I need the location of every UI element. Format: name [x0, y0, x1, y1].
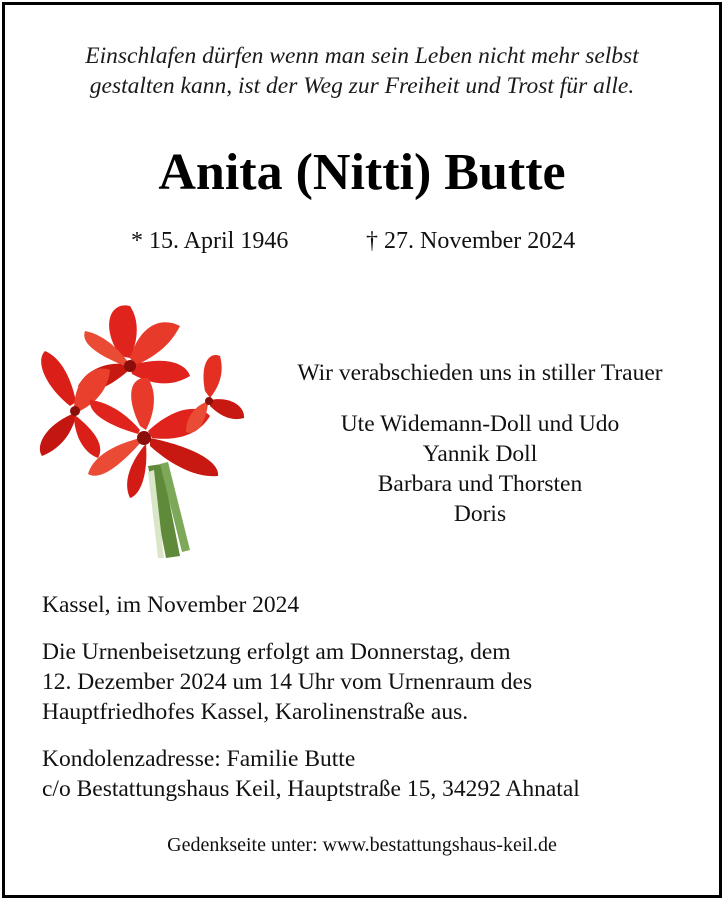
quote-line-2: gestalten kann, ist der Weg zur Freiheit und Trost für alle. [89, 73, 635, 99]
mourners-list [270, 409, 690, 529]
mourner-name: Barbara und Thorsten [377, 471, 583, 497]
burial-info [42, 637, 532, 727]
birth-date: * 15. April 1946 [131, 228, 289, 254]
death-date: † 27. November 2024 [366, 228, 576, 254]
red-amaryllis-icon [30, 296, 260, 571]
mourner-name: Yannik Doll [422, 441, 538, 467]
condolence-line: Kondolenzadresse: Familie Butte [42, 746, 356, 772]
quote-line-1: Einschlafen dürfen wenn man sein Leben nicht mehr selbst [85, 43, 639, 69]
mourner-name: Ute Widemann-Doll und Udo [340, 411, 620, 437]
flower-stems [148, 462, 190, 558]
mourner-name: Doris [453, 501, 507, 527]
burial-line: Hauptfriedhofes Kassel, Karolinenstraße aus. [42, 699, 469, 725]
condolence-line: c/o Bestattungshaus Keil, Hauptstraße 15, 34292 Ahnatal [42, 776, 580, 802]
flower-right [186, 355, 244, 433]
burial-line: 12. Dezember 2024 um 14 Uhr vom Urnenraum des [42, 669, 533, 695]
burial-line: Die Urnenbeisetzung erfolgt am Donnerstag, dem [42, 639, 511, 665]
condolence-address [42, 744, 580, 804]
memorial-page-link: Gedenkseite unter: www.bestattungshaus-keil.de [167, 834, 557, 856]
memorial-quote [0, 41, 724, 101]
farewell-text: Wir verabschieden uns in stiller Trauer [297, 360, 663, 386]
place-date: Kassel, im November 2024 [42, 592, 300, 618]
deceased-name: Anita (Nitti) Butte [158, 144, 566, 201]
